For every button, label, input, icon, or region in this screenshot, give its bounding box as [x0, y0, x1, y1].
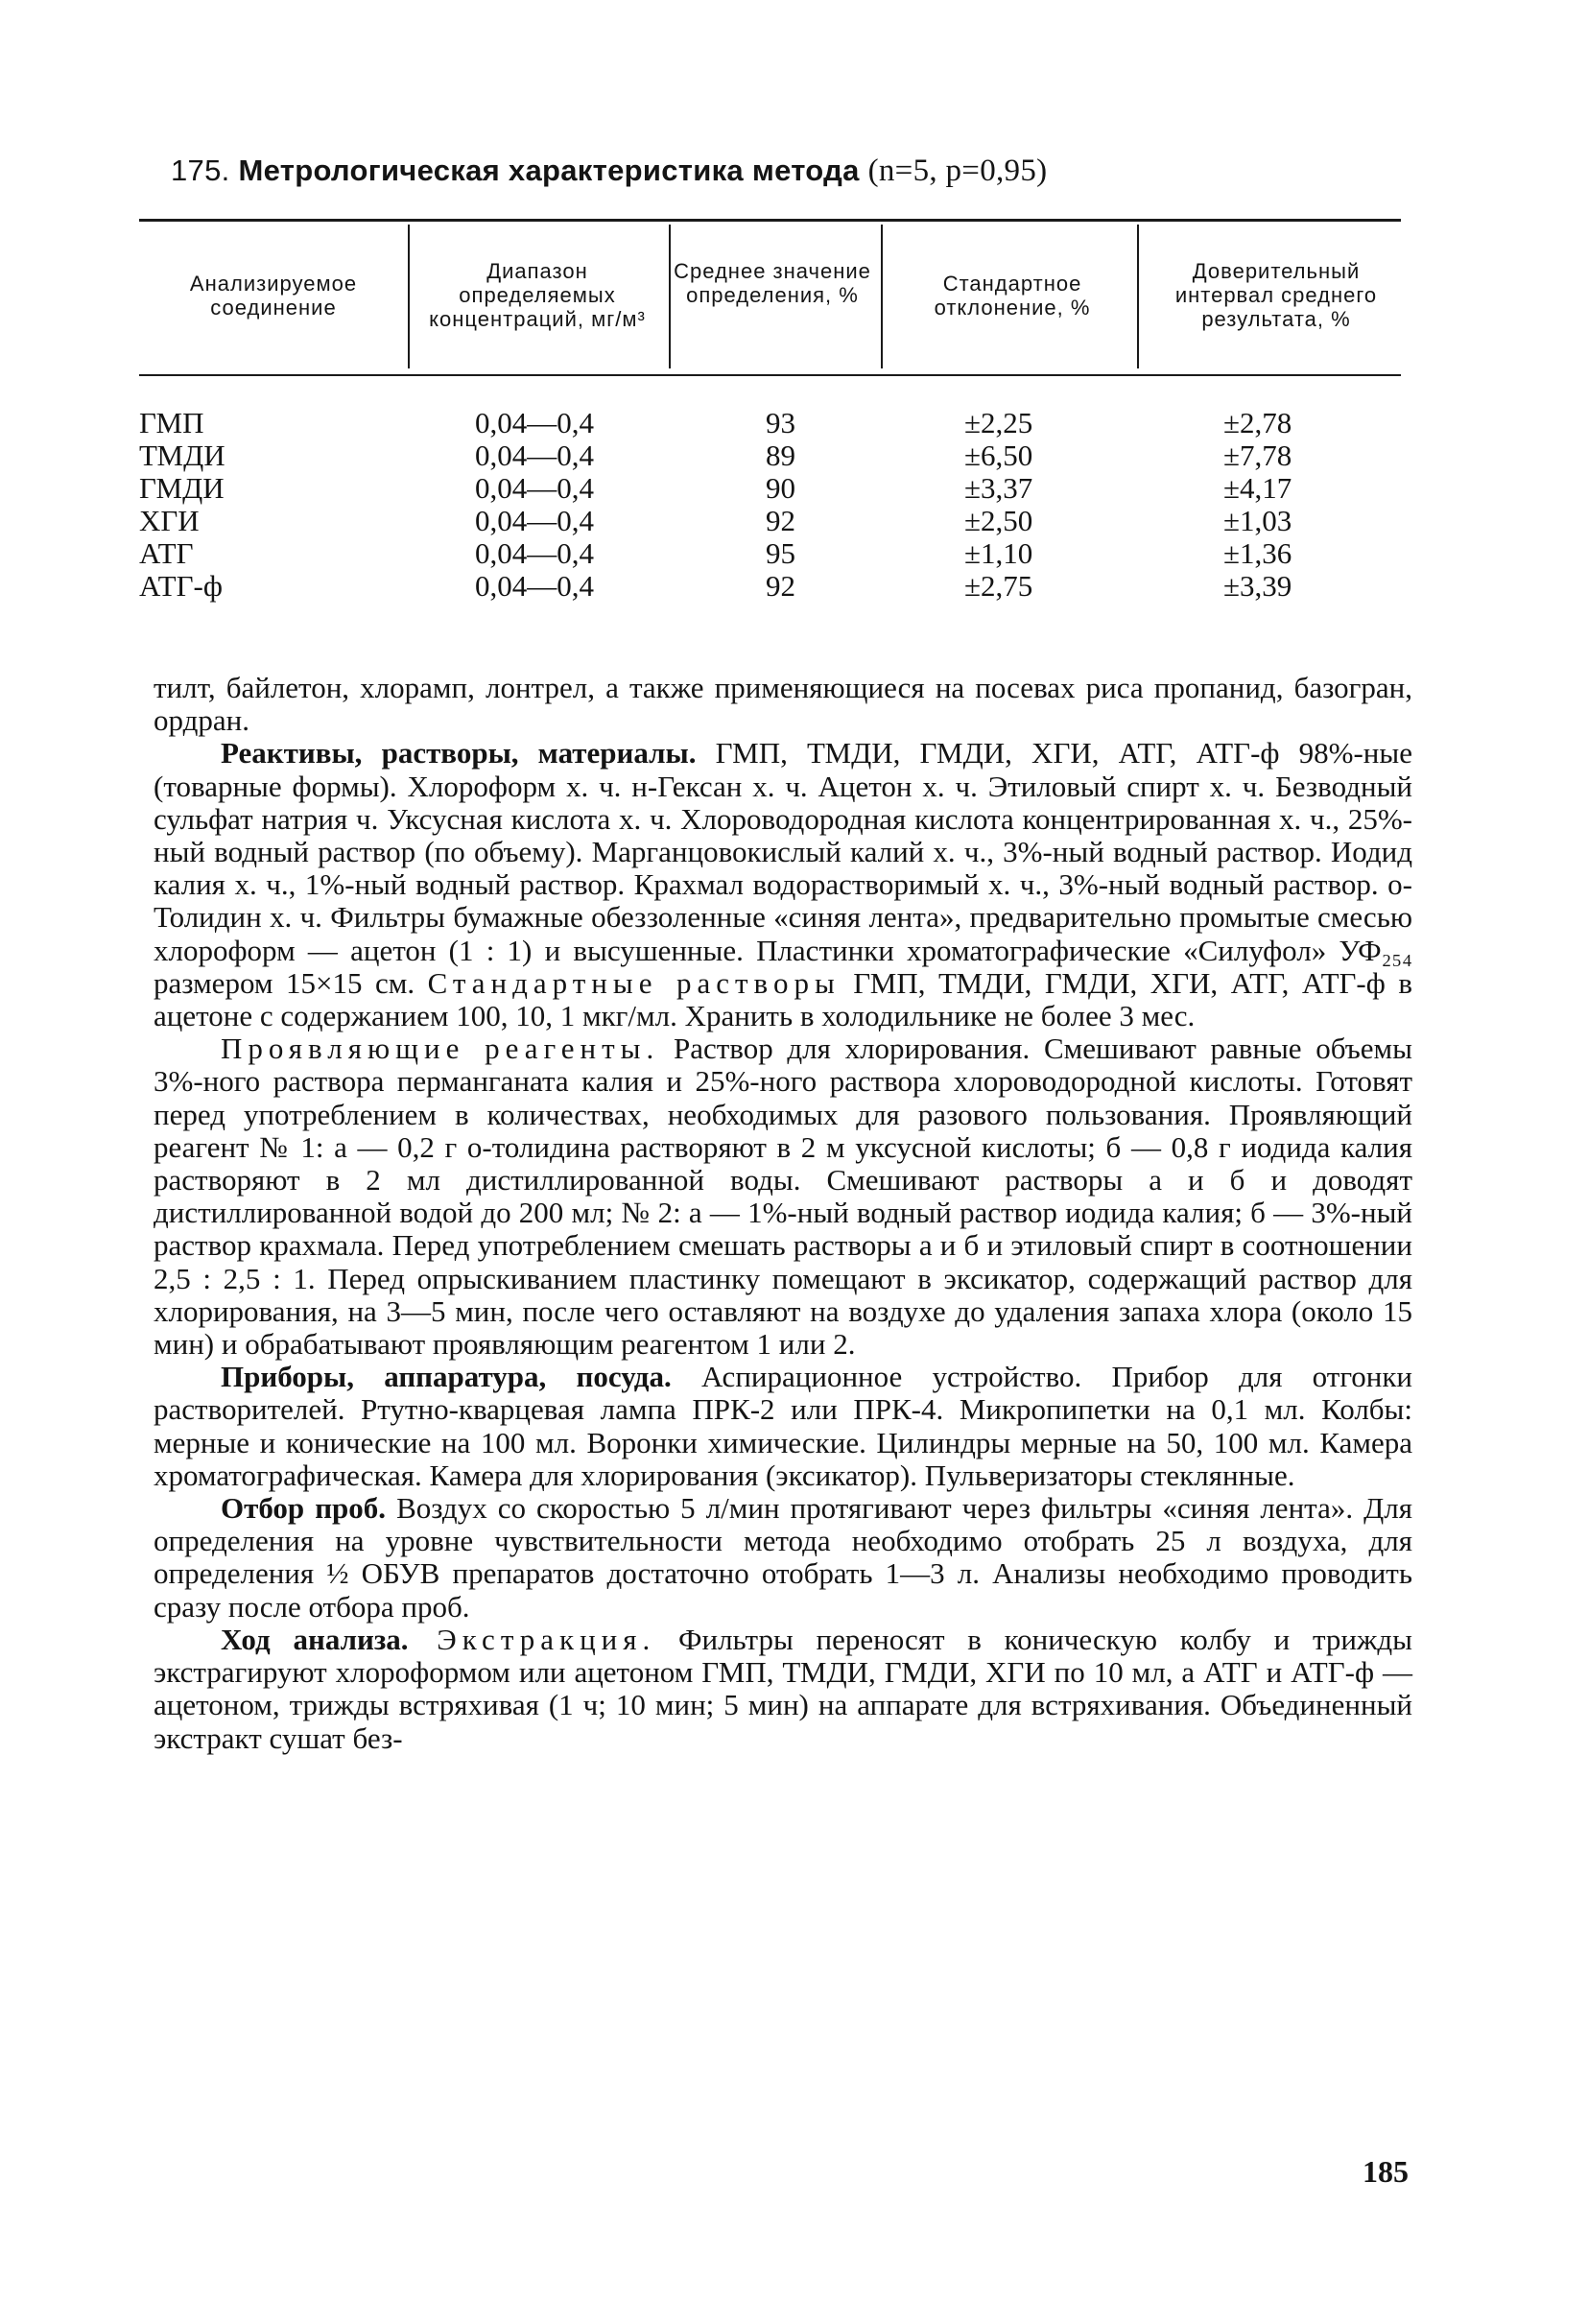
table-cell: 0,04—0,4	[475, 504, 594, 537]
table-cell: ГМП	[139, 406, 204, 439]
table-cell: 90	[766, 471, 795, 505]
table-header-compound: Анализируемое соединение	[189, 272, 358, 320]
paragraph-reagents	[154, 737, 1412, 1032]
table-params: (n=5, p=0,95)	[867, 154, 1048, 188]
table-header-rule	[139, 374, 1401, 376]
table-row	[0, 571, 1588, 602]
table-cell: 93	[766, 406, 795, 439]
paragraph-sampling	[154, 1492, 1412, 1624]
table-header-range: Диапазон определяемых концентраций, мг/м³	[429, 259, 646, 331]
table-cell: ±3,39	[1223, 569, 1292, 603]
section-heading: Приборы, аппаратура, посуда.	[221, 1360, 672, 1394]
table-cell: ±1,03	[1223, 504, 1292, 537]
table-cell: 0,04—0,4	[475, 569, 594, 603]
table-cell: АТГ-ф	[139, 569, 223, 603]
table-header-stdev: Стандартное отклонение, %	[934, 272, 1091, 320]
table-header-interval: Доверительный интервал среднего результата, %	[1174, 259, 1378, 331]
table-cell: ±1,10	[964, 536, 1033, 570]
table-cell: ±4,17	[1223, 471, 1292, 505]
paragraph-text: Фильтры переносят в коническую колбу и трижды экстрагируют хлороформом или ацетоном ГМП, ТМДИ, ГМДИ, ХГИ по 10 мл, а АТГ и АТГ-ф — ацетоном, трижды встряхивая (1 ч; 10 мин; 5 мин) на аппарате для встряхивания. Объединенный экстракт сушат без-	[154, 1622, 1412, 1755]
table-cell: АТГ	[139, 536, 194, 570]
table-row	[0, 473, 1588, 504]
table-header-mean: Среднее значение определения, %	[674, 259, 871, 307]
table-cell: ±2,75	[964, 569, 1033, 603]
paragraph-analysis	[154, 1624, 1412, 1755]
table-cell: 0,04—0,4	[475, 439, 594, 472]
table-column-divider	[881, 225, 883, 368]
table-cell: ±1,36	[1223, 536, 1292, 570]
table-cell: ±2,25	[964, 406, 1033, 439]
table-cell: ±3,37	[964, 471, 1033, 505]
page-number: 185	[1363, 2154, 1409, 2189]
table-cell: ±6,50	[964, 439, 1033, 472]
paragraph-text: Аспирационное устройство. Прибор для отгонки растворителей. Ртутно-кварцевая лампа ПРК-2 или ПРК-4. Микропипетки на 0,1 мл. Колбы: мерные и конические на 100 мл. Воронки химические. Цилиндры мерные на 50, 100 мл. Камера хроматографическая. Камера для хлорирования (эксикатор). Пульверизаторы стеклянные.	[154, 1360, 1412, 1492]
table-column-divider	[408, 225, 410, 368]
table-cell: ±2,78	[1223, 406, 1292, 439]
table-cell: 0,04—0,4	[475, 536, 594, 570]
section-heading: Отбор проб.	[221, 1491, 387, 1526]
table-cell: ХГИ	[139, 504, 200, 537]
spaced-heading: Стандартные растворы	[427, 965, 841, 1000]
table-column-divider	[669, 225, 671, 368]
table-cell: 0,04—0,4	[475, 406, 594, 439]
table-cell: 89	[766, 439, 795, 472]
table-number: 175.	[171, 154, 230, 187]
paragraph-intro: тилт, байлетон, хлорамп, лонтрел, а также применяющиеся на посевах риса пропанид, базогран, ордран.	[154, 671, 1412, 738]
paragraph-text: ГМП, ТМДИ, ГМДИ, ХГИ, АТГ, АТГ-ф в ацетоне с содержанием 100, 10, 1 мкг/мл. Хранить в холодильнике не более 3 мес.	[154, 965, 1412, 1033]
paragraph-text: Раствор для хлорирования. Смешивают равные объемы 3%-ного раствора перманганата калия и 25%-ного раствора хлороводородной кислоты. Готовят перед употреблением в количествах, необходимых для разового пользования. Проявляющий реагент № 1: а — 0,2 г о-толидина растворяют в 2 м уксусной кислоты; б — 0,8 г иодида калия растворяют в 2 мл дистиллированной воды. Смешивают растворы а и б и доводят дистиллированной водой до 200 мл; № 2: а — 1%-ный водный раствор иодида калия; б — 3%-ный раствор крахмала. Перед употреблением смешать растворы а и б и этиловый спирт в соотношении 2,5 : 2,5 : 1. Перед опрыскиванием пластинку помещают в эксикатор, содержащий раствор для хлорирования, на 3—5 мин, после чего оставляют на воздухе до удаления запаха хлора (около 15 мин) и обрабатывают проявляющим реагентом 1 или 2.	[154, 1032, 1412, 1362]
table-title-text: Метрологическая характеристика метода	[238, 154, 860, 187]
table-cell: ГМДИ	[139, 471, 225, 505]
table-cell: 92	[766, 504, 795, 537]
paragraph-text: Воздух со скоростью 5 л/мин протягивают через фильтры «синяя лента». Для определения на уровне чувствительности метода необходимо отобрать 25 л воздуха, для определения ½ ОБУВ препаратов достаточно отобрать 1—3 л. Анализы необходимо проводить сразу после отбора проб.	[154, 1491, 1412, 1624]
table-cell: ±2,50	[964, 504, 1033, 537]
table-row	[0, 538, 1588, 569]
table-cell: ТМДИ	[139, 439, 225, 472]
paragraph-equipment	[154, 1361, 1412, 1492]
table-row	[0, 440, 1588, 471]
table-column-divider	[1137, 225, 1139, 368]
body-text	[154, 672, 1412, 1755]
paragraph-text: ГМП, ТМДИ, ГМДИ, ХГИ, АТГ, АТГ-ф 98%-ные (товарные формы). Хлороформ х. ч. н-Гексан х. ч. Ацетон х. ч. Этиловый спирт х. ч. Безводный сульфат натрия ч. Уксусная кислота х. ч. Хлороводородная кислота концентрированная х. ч., 25%-ный водный раствор (по объему). Марганцовокислый калий х. ч., 3%-ный водный раствор. Иодид калия х. ч., 1%-ный водный раствор. Крахмал водорастворимый х. ч., 3%-ный водный раствор. о-Толидин х. ч. Фильтры бумажные обеззоленные «синяя лента», предварительно промытые смесью хлороформ — ацетон (1 : 1) и высушенные. Пластинки хроматографические «Силуфол» УФ₂₅₄ размером 15×15 см.	[154, 736, 1412, 1000]
table-cell: 0,04—0,4	[475, 471, 594, 505]
table-row	[0, 408, 1588, 439]
spaced-heading: Проявляющие реагенты.	[221, 1032, 660, 1066]
table-top-rule	[139, 219, 1401, 222]
table-cell: ±7,78	[1223, 439, 1292, 472]
table-cell: 92	[766, 569, 795, 603]
section-heading: Ход анализа.	[221, 1622, 409, 1656]
table-row	[0, 506, 1588, 536]
paragraph-developers	[154, 1032, 1412, 1361]
table-cell: 95	[766, 536, 795, 570]
spaced-heading: Экстракция.	[408, 1622, 656, 1656]
table-title	[171, 154, 1047, 189]
section-heading: Реактивы, растворы, материалы.	[221, 736, 697, 771]
